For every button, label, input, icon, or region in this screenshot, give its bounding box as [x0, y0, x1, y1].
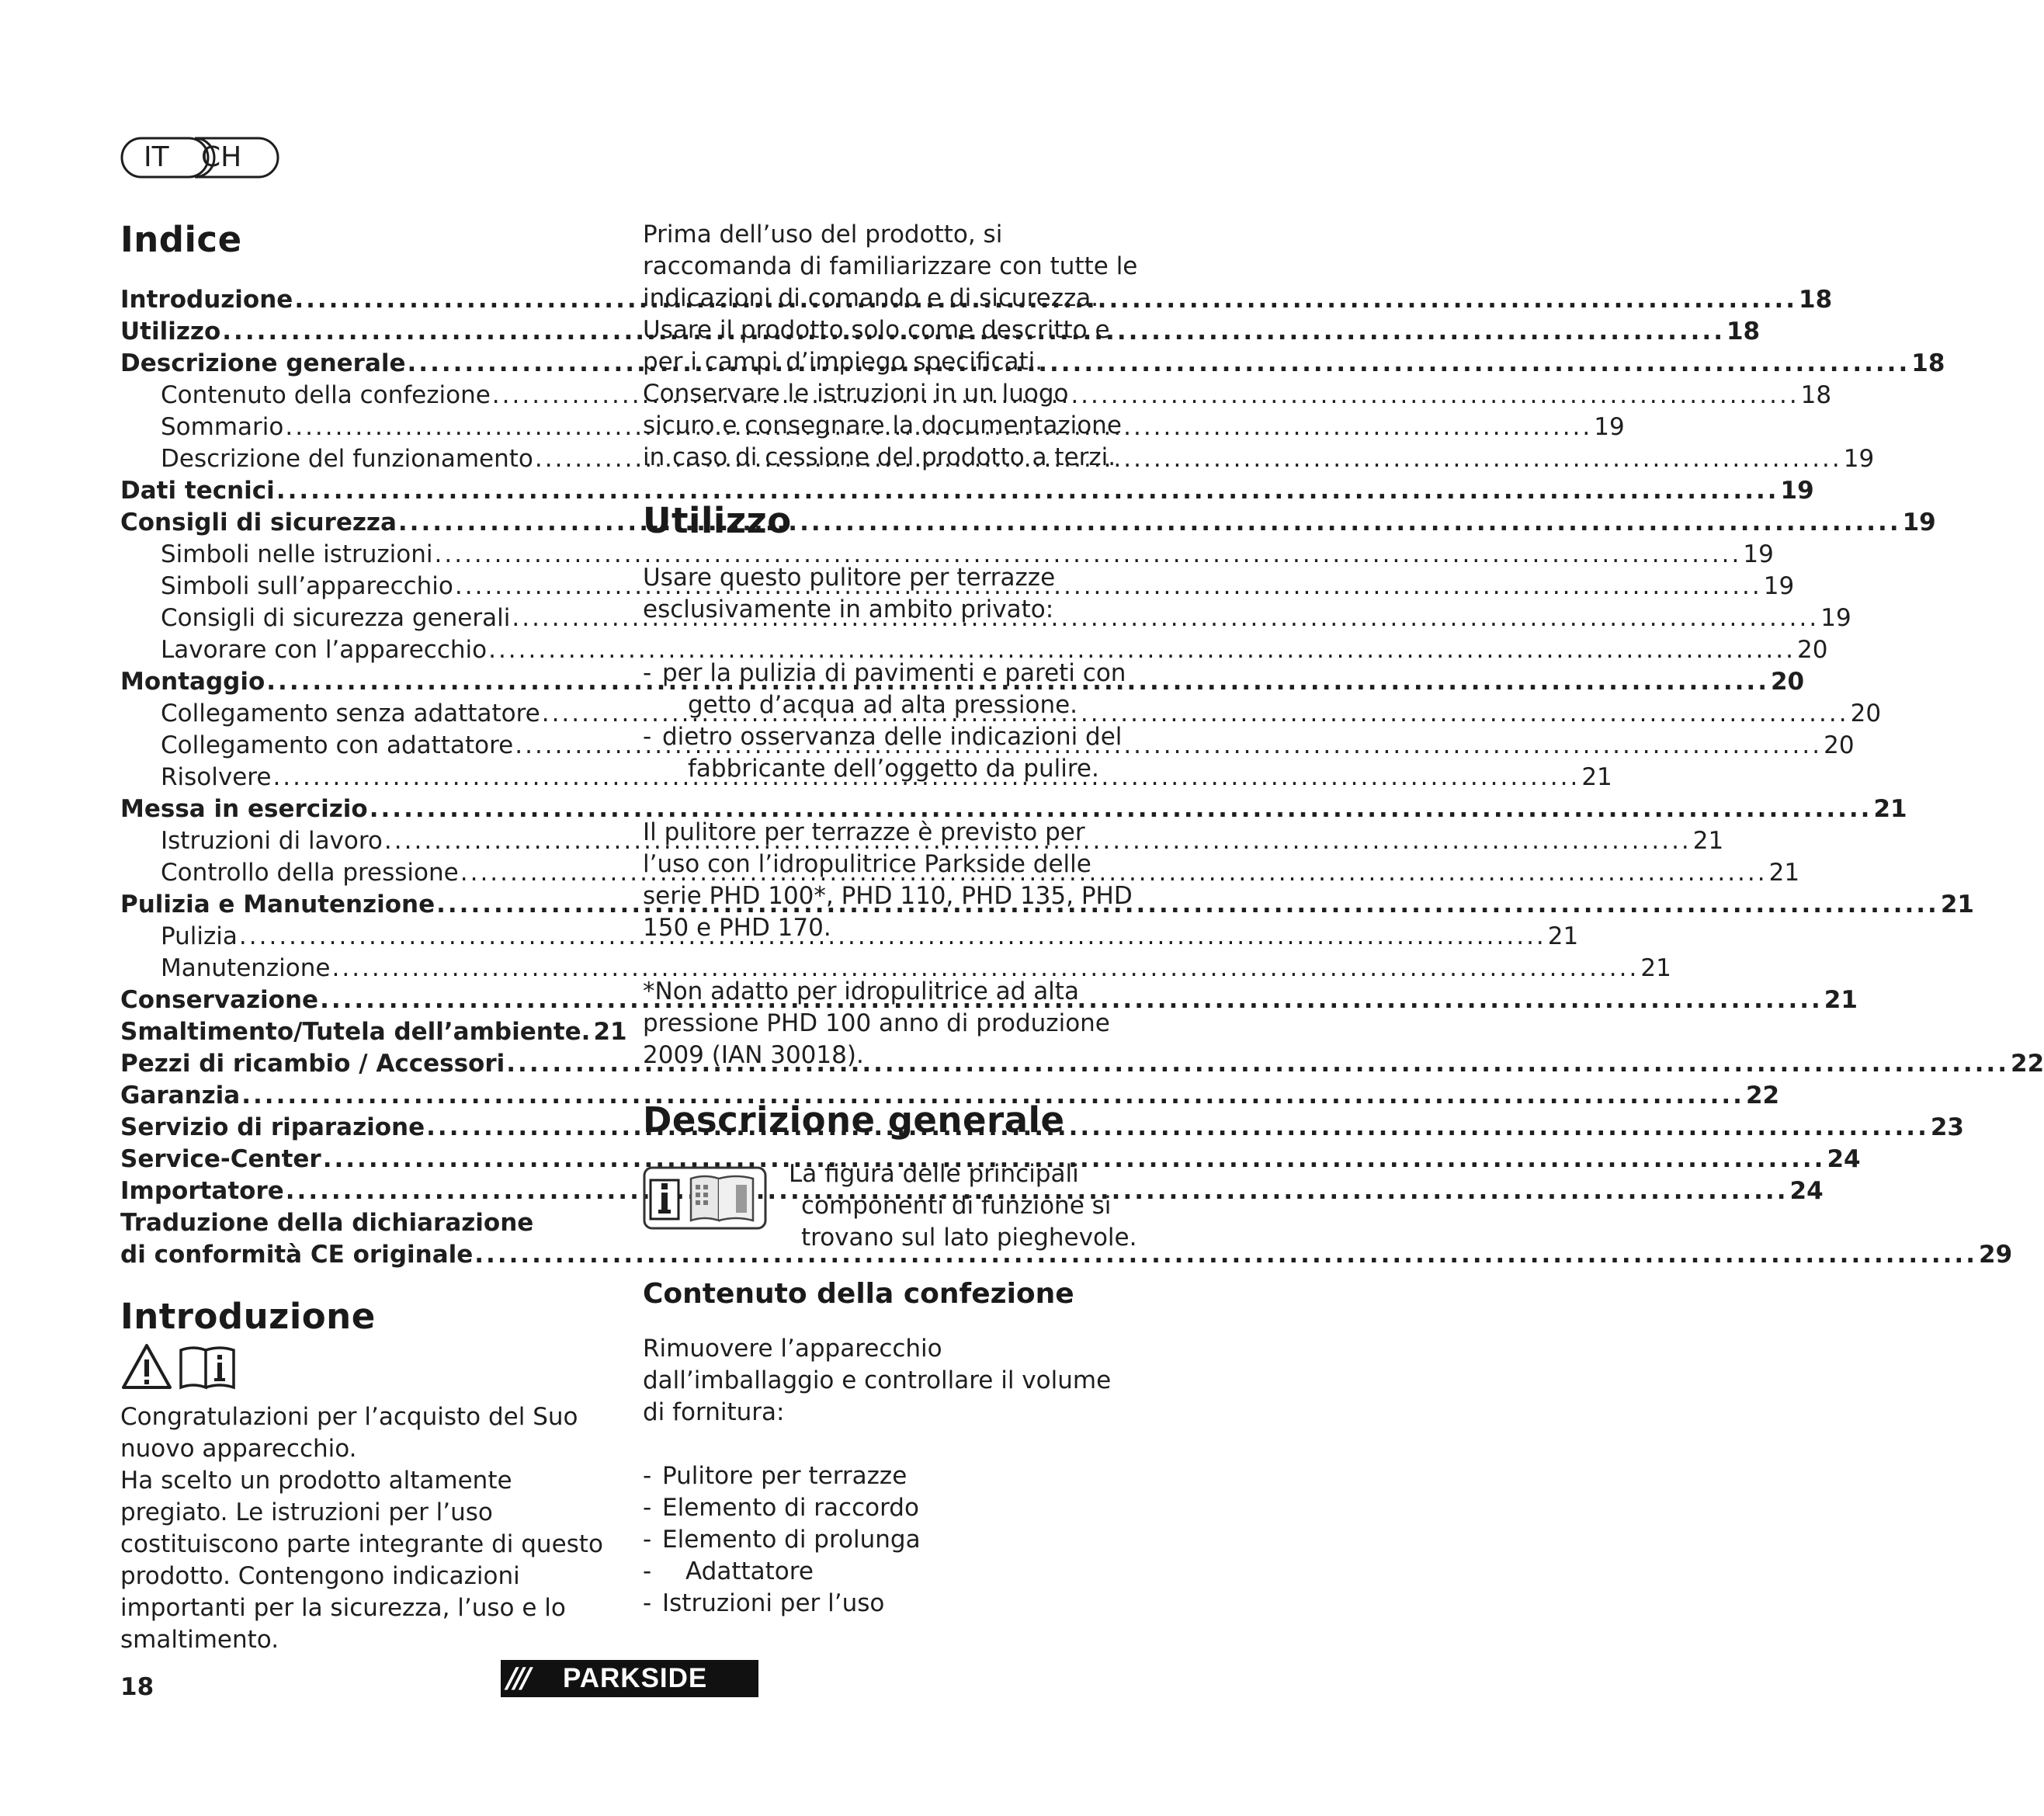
toc-item-label: Lavorare con l’apparecchio [161, 636, 488, 664]
toc-item-page: 18 [1800, 381, 1832, 409]
toc-item-page: 18 [1726, 318, 1761, 345]
toc-item-last-line2: di conformità CE originale [120, 1241, 474, 1269]
list-item: - Pulitore per terrazze [643, 1462, 907, 1490]
list-item: - Elemento di prolunga [643, 1526, 921, 1554]
toc-dot-leader [408, 348, 1910, 380]
list-item: - per la pulizia di pavimenti e pareti con getto d’acqua ad alta pressione. [643, 659, 1126, 719]
toc-item-label: Pulizia e Manutenzione [120, 891, 436, 918]
intro-paragraph-2: Ha scelto un prodotto altamente pregiato. Le istruzioni per l’uso costituiscono parte integrante di questo prodotto. Contengono indicazioni importanti per la sicurezza, l’uso e lo smaltimento. [120, 1467, 603, 1654]
toc-item[interactable] [120, 284, 1833, 316]
toc-item[interactable] [120, 539, 1774, 571]
toc-item[interactable] [120, 762, 1612, 793]
toc-item[interactable] [120, 1048, 2044, 1080]
toc-item-label: Garanzia [120, 1082, 241, 1109]
contenuto-title: Contenuto della confezione [643, 1278, 1074, 1310]
toc-item-label: Simboli sull’apparecchio [161, 572, 453, 600]
introduzione-title: Introduzione [120, 1296, 376, 1337]
toc-item-last-page: 29 [1979, 1241, 2013, 1269]
utilizzo-title: Utilizzo [643, 500, 792, 541]
toc-item-label: Conservazione [120, 986, 319, 1014]
list-item: - Adattatore [643, 1557, 814, 1585]
toc-item-label: Contenuto della confezione [161, 381, 491, 409]
toc-item-label: Utilizzo [120, 318, 221, 345]
list-item: - Elemento di raccordo [643, 1494, 919, 1522]
info-foldout-line-1: La figura delle principali [789, 1160, 1079, 1188]
toc-item-page: 19 [1902, 509, 1936, 536]
toc-item-page: 20 [1850, 700, 1882, 727]
toc-item[interactable] [120, 793, 1907, 825]
toc-item-page: 19 [1594, 413, 1625, 441]
toc-item-page: 19 [1763, 572, 1795, 600]
toc-item-page: 20 [1824, 731, 1855, 759]
toc-item-page: 19 [1843, 445, 1875, 473]
right-column [643, 219, 1140, 1620]
intro-paragraph-1: Congratulazioni per l’acquisto del Suo nuovo apparecchio. [120, 1403, 578, 1463]
toc-item-page: 21 [1692, 827, 1724, 855]
toc-item-label: Consigli di sicurezza [120, 509, 397, 536]
toc-item-page: 23 [1930, 1113, 1964, 1141]
toc-item-label: Servizio di riparazione [120, 1113, 425, 1141]
toc-item[interactable] [120, 380, 1832, 411]
toc-title: Indice [120, 219, 242, 260]
toc-item[interactable] [120, 443, 1875, 475]
info-foldout-text [789, 1158, 1137, 1254]
toc-item-page: 18 [1799, 286, 1833, 314]
toc-item-label: Collegamento senza adattatore [161, 700, 540, 727]
lang-ch: CH [201, 141, 242, 173]
warning-icon [120, 1342, 173, 1391]
utilizzo-paragraph-2: Il pulitore per terrazze è previsto per l’uso con l’idropulitrice Parkside delle serie PHD 100*, PHD 110, PHD 135, PHD 150 e PHD 170. [643, 818, 1133, 942]
toc-item[interactable] [120, 921, 1579, 953]
toc-item-label: Service-Center [120, 1145, 321, 1173]
toc-item-label: Descrizione generale [120, 349, 406, 377]
toc-item-page: 21 [1873, 795, 1907, 823]
toc-item-label: Pulizia [161, 922, 238, 950]
toc-item-label: Smaltimento/Tutela dell’ambiente. [120, 1018, 591, 1046]
toc-item-label: Istruzioni di lavoro [161, 827, 383, 855]
toc-item-page: 21 [1581, 763, 1612, 791]
toc-item-last[interactable] [120, 1239, 2013, 1271]
read-manual-icon [178, 1342, 237, 1391]
toc-item-page: 24 [1789, 1177, 1824, 1205]
toc-item-label: Manutenzione [161, 954, 331, 982]
toc-item-label: Dati tecnici [120, 477, 275, 505]
toc-item-label: Risolvere [161, 763, 272, 791]
toc-item-page: 18 [1911, 349, 1945, 377]
toc-item-label: Importatore [120, 1177, 284, 1205]
toc-item[interactable] [120, 411, 1625, 443]
toc-item-page: 19 [1743, 540, 1774, 568]
country-badge [120, 137, 279, 179]
lang-it: IT [144, 141, 169, 173]
toc-item-page: 21 [1940, 891, 1974, 918]
introduzione-section [120, 1296, 609, 1656]
toc-item-label: Simboli nelle istruzioni [161, 540, 433, 568]
utilizzo-paragraph-1: Usare questo pulitore per terrazze esclusivamente in ambito privato: [643, 564, 1056, 623]
info-foldout-icon [643, 1166, 767, 1230]
utilizzo-bullet-list [643, 658, 1140, 785]
toc-dot-leader [398, 507, 1901, 539]
toc-item[interactable] [120, 889, 1974, 921]
toc-item[interactable] [120, 698, 1882, 730]
toc-item[interactable] [120, 857, 1800, 889]
toc-item-page: 21 [1768, 859, 1800, 887]
toc-item[interactable] [120, 634, 1828, 666]
contenuto-paragraph: Rimuovere l’apparecchio dall’imballaggio e controllare il volume di fornitura: [643, 1335, 1112, 1426]
info-foldout-note [643, 1158, 1140, 1254]
toc-item-label: Controllo della pressione [161, 859, 459, 887]
toc-item-page: 21 [1640, 954, 1671, 982]
parkside-logo-text: PARKSIDE [563, 1663, 708, 1693]
toc-item[interactable] [120, 984, 1858, 1016]
utilizzo-footnote: *Non adatto per idropulitrice ad alta pressione PHD 100 anno di produzione 2009 (IAN 30018). [643, 977, 1110, 1069]
intro-icons [120, 1342, 609, 1392]
info-foldout-line-3: trovano sul lato pieghevole. [801, 1224, 1137, 1252]
toc-item[interactable] [120, 825, 1724, 857]
toc-item[interactable] [120, 1080, 1780, 1112]
toc-item-page: 20 [1796, 636, 1828, 664]
utilizzo-section [643, 500, 1140, 1071]
toc-item[interactable] [120, 953, 1671, 984]
toc-item-label: Collegamento con adattatore [161, 731, 514, 759]
toc-item-last-line1[interactable]: Traduzione della dichiarazione [120, 1209, 534, 1237]
toc-item-page: 22 [1745, 1082, 1780, 1109]
toc-item-label: Sommario [161, 413, 284, 441]
toc-item-label: Messa in esercizio [120, 795, 368, 823]
toc-item-label: Pezzi di ricambio / Accessori [120, 1050, 505, 1078]
toc-item[interactable] [120, 475, 1814, 507]
toc-item-page: 21 [593, 1018, 627, 1046]
toc-item-page: 19 [1820, 604, 1851, 632]
toc-item-page: 22 [2011, 1050, 2044, 1078]
parkside-logo-stripes: /// [507, 1662, 529, 1694]
toc-item-label: Consigli di sicurezza generali [161, 604, 511, 632]
contenuto-list [643, 1460, 1140, 1620]
list-item: - Istruzioni per l’uso [643, 1589, 885, 1617]
intro-continued-paragraph: Prima dell’uso del prodotto, si raccomanda di familiarizzare con tutte le indicazioni di comando e di sicurezza. Usare il prodotto solo come descritto e per i campi d’impiego specificati. Conservare le istruzioni in un luogo sicuro e consegnare la documentazione in caso di cessione del prodotto a terzi. [643, 220, 1138, 471]
parkside-logo [501, 1660, 758, 1697]
toc-item[interactable] [120, 348, 1945, 380]
info-foldout-line-2: componenti di funzione si [801, 1192, 1112, 1220]
toc-item-page: 21 [1824, 986, 1858, 1014]
descrizione-section [643, 1099, 1140, 1620]
toc-item-label: Montaggio [120, 668, 265, 696]
list-item: - dietro osservanza delle indicazioni del fabbricante dell’oggetto da pulire. [643, 723, 1123, 783]
toc-item-page: 19 [1780, 477, 1814, 505]
toc-item[interactable] [120, 602, 1851, 634]
toc-item-page: 24 [1827, 1145, 1861, 1173]
toc-item[interactable] [120, 316, 1761, 348]
page-number: 18 [120, 1673, 154, 1701]
toc-item-label: Introduzione [120, 286, 293, 314]
toc-item[interactable] [120, 1016, 627, 1048]
descrizione-title: Descrizione generale [643, 1099, 1065, 1141]
toc-item-page: 20 [1770, 668, 1805, 696]
toc-item-label: Descrizione del funzionamento [161, 445, 533, 473]
toc-item-page: 21 [1547, 922, 1579, 950]
